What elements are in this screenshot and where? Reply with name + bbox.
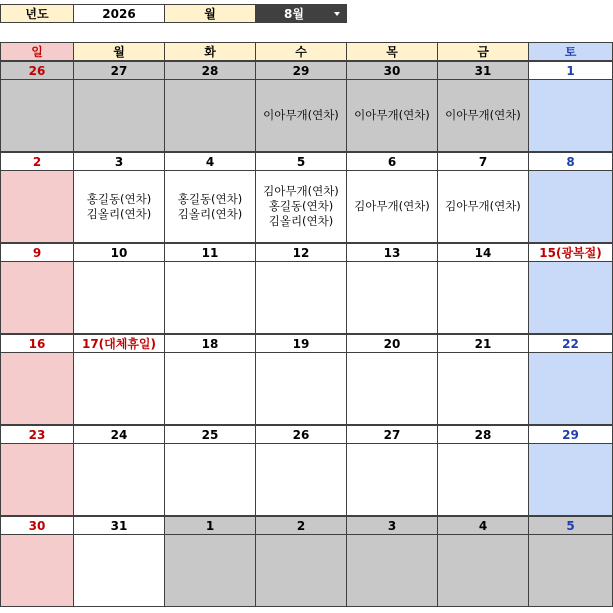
day-number: 23: [0, 425, 74, 444]
event-entry: 이아무개(연차): [263, 108, 339, 122]
day-cell[interactable]: [437, 262, 529, 334]
event-entry: 김아무개(연차): [445, 199, 521, 213]
day-cell[interactable]: [0, 80, 74, 152]
day-number: 5: [255, 152, 347, 171]
day-number: 11: [164, 243, 256, 262]
day-number: 30: [346, 61, 438, 80]
day-cell[interactable]: [73, 535, 165, 607]
day-number: 3: [73, 152, 165, 171]
day-number: 19: [255, 334, 347, 353]
day-number: 26: [0, 61, 74, 80]
day-cell[interactable]: [73, 353, 165, 425]
day-cell[interactable]: [0, 171, 74, 243]
calendar-week-row: [0, 425, 613, 516]
month-dropdown[interactable]: [255, 4, 347, 23]
day-cell[interactable]: [346, 353, 438, 425]
day-cell[interactable]: [437, 80, 529, 152]
day-cell[interactable]: [164, 262, 256, 334]
day-number: 1: [164, 516, 256, 535]
day-cell[interactable]: [73, 171, 165, 243]
day-number: 25: [164, 425, 256, 444]
day-cell[interactable]: [528, 444, 613, 516]
day-number: 17(대체휴일): [73, 334, 165, 353]
day-cell[interactable]: [346, 535, 438, 607]
weekday-header-mon: 월: [73, 42, 165, 61]
event-entry: 홍길동(연차): [268, 199, 334, 213]
day-number: 28: [164, 61, 256, 80]
day-number: 22: [528, 334, 613, 353]
year-input[interactable]: 2026: [73, 4, 165, 23]
weekday-header-thu: 목: [346, 42, 438, 61]
day-cell[interactable]: [0, 535, 74, 607]
day-cell[interactable]: [164, 171, 256, 243]
day-cell[interactable]: [528, 535, 613, 607]
day-number: 26: [255, 425, 347, 444]
event-entry: 이아무개(연차): [445, 108, 521, 122]
event-entry: 홍길동(연차): [86, 191, 152, 206]
dropdown-arrow-icon[interactable]: [334, 12, 340, 16]
day-cell[interactable]: [346, 262, 438, 334]
weekday-header-sat: 토: [528, 42, 613, 61]
day-number: 13: [346, 243, 438, 262]
event-entry: 김아무개(연차): [263, 184, 339, 198]
day-cell[interactable]: [0, 444, 74, 516]
day-cell[interactable]: [255, 353, 347, 425]
calendar-week-row: [0, 243, 613, 334]
day-number: 8: [528, 152, 613, 171]
day-number: 4: [164, 152, 256, 171]
event-entry: 김아무개(연차): [354, 199, 430, 213]
event-entry: 김올리(연차): [268, 214, 334, 228]
day-number: 14: [437, 243, 529, 262]
day-number: 6: [346, 152, 438, 171]
event-entry: 김올리(연차): [177, 206, 243, 221]
day-cell[interactable]: [437, 171, 529, 243]
day-number: 20: [346, 334, 438, 353]
event-entry: 홍길동(연차): [177, 191, 243, 206]
weekday-header-fri: 금: [437, 42, 529, 61]
day-number: 27: [346, 425, 438, 444]
day-number: 31: [437, 61, 529, 80]
day-cell[interactable]: [437, 353, 529, 425]
day-cell[interactable]: [164, 444, 256, 516]
day-number: 3: [346, 516, 438, 535]
day-number: 1: [528, 61, 613, 80]
calendar-grid: [0, 42, 613, 607]
month-label: 월: [164, 4, 256, 23]
day-cell[interactable]: [528, 353, 613, 425]
day-number: 28: [437, 425, 529, 444]
day-number: 24: [73, 425, 165, 444]
day-number: 2: [0, 152, 74, 171]
day-cell[interactable]: [255, 171, 347, 243]
day-number: 15(광복절): [528, 243, 613, 262]
event-entry: 이아무개(연차): [354, 108, 430, 122]
day-number: 21: [437, 334, 529, 353]
calendar-week-row: [0, 516, 613, 607]
year-label: 년도: [0, 4, 74, 23]
day-cell[interactable]: [73, 80, 165, 152]
day-number: 9: [0, 243, 74, 262]
day-number: 31: [73, 516, 165, 535]
day-cell[interactable]: [346, 171, 438, 243]
day-cell[interactable]: [255, 262, 347, 334]
day-cell[interactable]: [164, 535, 256, 607]
day-cell[interactable]: [255, 444, 347, 516]
day-number: 7: [437, 152, 529, 171]
day-cell[interactable]: [0, 353, 74, 425]
day-number: 18: [164, 334, 256, 353]
day-cell[interactable]: [164, 353, 256, 425]
day-cell[interactable]: [346, 80, 438, 152]
day-cell[interactable]: [528, 262, 613, 334]
day-cell[interactable]: [528, 171, 613, 243]
calendar-week-row: [0, 61, 613, 152]
day-cell[interactable]: [528, 80, 613, 152]
month-selector-bar: [0, 4, 347, 23]
day-cell[interactable]: [164, 80, 256, 152]
month-dropdown-value: 8월: [284, 7, 304, 21]
day-number: 16: [0, 334, 74, 353]
day-number: 2: [255, 516, 347, 535]
day-cell[interactable]: [437, 535, 529, 607]
day-cell[interactable]: [0, 262, 74, 334]
day-cell[interactable]: [255, 80, 347, 152]
day-cell[interactable]: [255, 535, 347, 607]
day-cell[interactable]: [73, 262, 165, 334]
calendar-week-row: [0, 152, 613, 243]
event-entry: 김올리(연차): [86, 206, 152, 221]
calendar-week-row: [0, 334, 613, 425]
day-number: 4: [437, 516, 529, 535]
weekday-header-sun: 일: [0, 42, 74, 61]
day-number: 10: [73, 243, 165, 262]
weekday-header-tue: 화: [164, 42, 256, 61]
weekday-header-wed: 수: [255, 42, 347, 61]
day-number: 5: [528, 516, 613, 535]
day-cell[interactable]: [346, 444, 438, 516]
day-number: 12: [255, 243, 347, 262]
day-number: 30: [0, 516, 74, 535]
day-cell[interactable]: [73, 444, 165, 516]
day-number: 29: [255, 61, 347, 80]
day-cell[interactable]: [437, 444, 529, 516]
day-number: 29: [528, 425, 613, 444]
day-number: 27: [73, 61, 165, 80]
